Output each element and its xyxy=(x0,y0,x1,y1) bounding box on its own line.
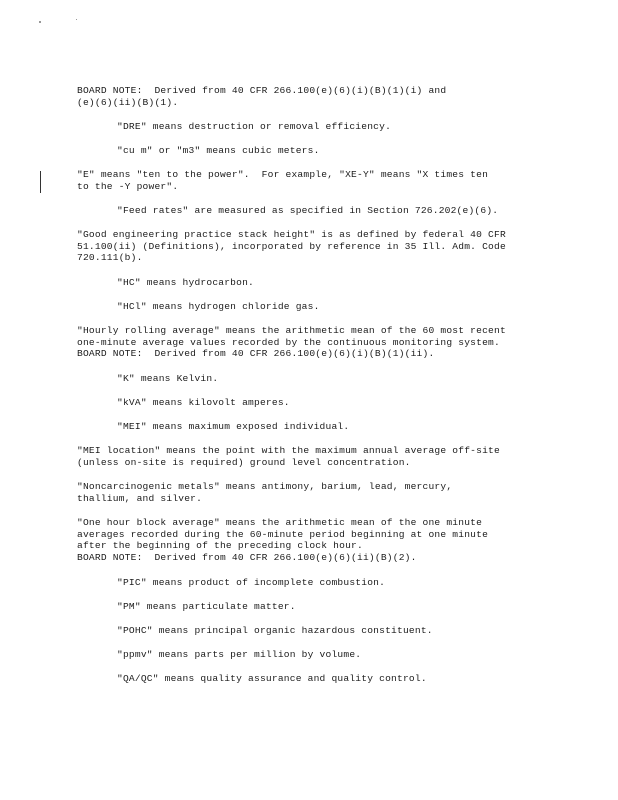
text-line: "QA/QC" means quality assurance and quality control. xyxy=(117,673,427,684)
text-line: 51.100(ii) (Definitions), incorporated by reference in 35 Ill. Adm. Code xyxy=(77,240,506,252)
definition-one-hour-block-average xyxy=(77,517,488,563)
text-line: "cu m" or "m3" means cubic meters. xyxy=(117,145,320,156)
text-line: "MEI" means maximum exposed individual. xyxy=(117,421,350,432)
text-line: "HCl" means hydrogen chloride gas. xyxy=(117,301,320,312)
text-line: "E" means "ten to the power". For example, "XE-Y" means "X times ten xyxy=(77,169,489,180)
text-line: "DRE" means destruction or removal efficiency. xyxy=(117,121,392,132)
definition-hcl xyxy=(117,301,320,313)
definition-mei-location xyxy=(77,445,500,468)
text-line: "kVA" means kilovolt amperes. xyxy=(117,397,290,408)
text-line: BOARD NOTE: Derived from 40 CFR 266.100(e)(6)(i)(B)(1)(ii). xyxy=(77,348,435,360)
definition-noncarcinogenic-metals xyxy=(77,481,452,504)
text-line: "One hour block average" means the arithmetic mean of the one minute xyxy=(77,517,483,528)
revision-change-bar xyxy=(40,171,41,193)
text-line: "Feed rates" are measured as specified in Section 726.202(e)(6). xyxy=(117,205,499,216)
text-line: one-minute average values recorded by the continuous monitoring system. xyxy=(77,336,500,348)
text-line: BOARD NOTE: Derived from 40 CFR 266.100(e)(6)(i)(B)(1)(i) and xyxy=(77,85,447,96)
text-line: "MEI location" means the point with the maximum annual average off-site xyxy=(77,445,500,456)
text-line: "Noncarcinogenic metals" means antimony, barium, lead, mercury, xyxy=(77,481,453,492)
text-line: "Hourly rolling average" means the arithmetic mean of the 60 most recent xyxy=(77,325,506,336)
definition-ppmv xyxy=(117,649,361,661)
text-line: averages recorded during the 60-minute period beginning at one minute xyxy=(77,528,489,540)
definition-stack-height xyxy=(77,229,506,264)
text-line: (unless on-site is required) ground level concentration. xyxy=(77,456,411,468)
text-line: BOARD NOTE: Derived from 40 CFR 266.100(e)(6)(ii)(B)(2). xyxy=(77,551,417,563)
definition-mei xyxy=(117,421,349,433)
text-line: after the beginning of the preceding clock hour. xyxy=(77,540,363,552)
definition-kva xyxy=(117,397,290,409)
text-line: "PM" means particulate matter. xyxy=(117,601,296,612)
definition-hourly-rolling-average xyxy=(77,325,506,360)
definition-pohc xyxy=(117,625,433,637)
text-line: (e)(6)(ii)(B)(1). xyxy=(77,96,179,108)
definition-dre xyxy=(117,121,391,133)
definition-cubic-meters xyxy=(117,145,320,157)
text-line: "HC" means hydrocarbon. xyxy=(117,277,255,288)
text-line: "ppmv" means parts per million by volume. xyxy=(117,649,362,660)
text-line: "K" means Kelvin. xyxy=(117,373,219,384)
scan-speck xyxy=(39,21,41,23)
definition-pic xyxy=(117,577,385,589)
definition-hc xyxy=(117,277,254,289)
text-line: to the -Y power". xyxy=(77,180,179,192)
text-line: "Good engineering practice stack height" is as defined by federal 40 CFR xyxy=(77,229,506,240)
definition-kelvin xyxy=(117,373,218,385)
text-line: "PIC" means product of incomplete combustion. xyxy=(117,577,386,588)
definition-pm xyxy=(117,601,296,613)
definition-e-notation xyxy=(77,169,488,192)
definition-feed-rates xyxy=(117,205,498,217)
scan-speck xyxy=(76,19,77,20)
text-line: thallium, and silver. xyxy=(77,492,203,504)
text-line: "POHC" means principal organic hazardous constituent. xyxy=(117,625,433,636)
board-note-dre xyxy=(77,85,446,108)
text-line: 720.111(b). xyxy=(77,252,143,264)
definition-qa-qc xyxy=(117,673,427,685)
